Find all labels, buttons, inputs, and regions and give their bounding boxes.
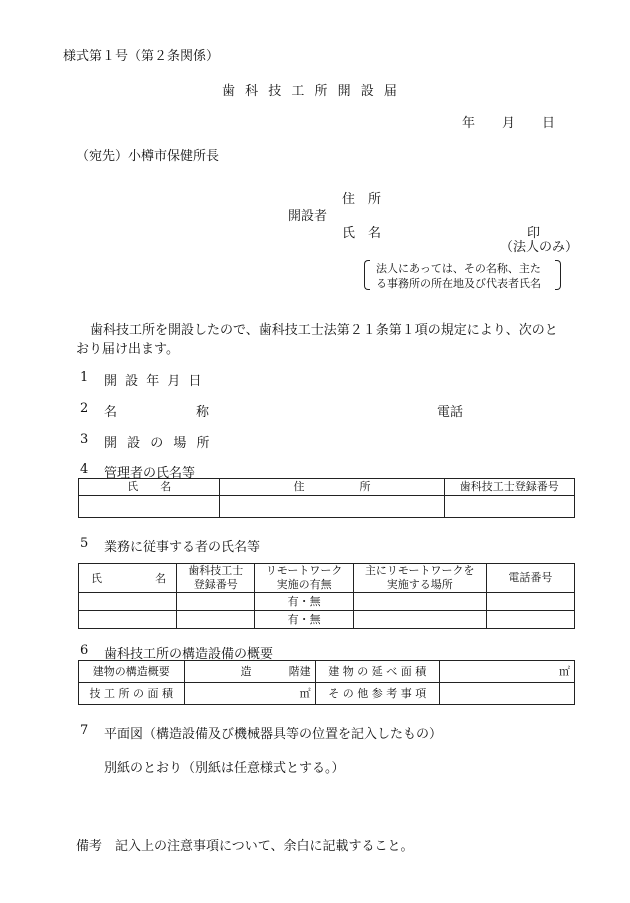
date-year: 年 bbox=[462, 116, 476, 131]
applicant-address-label: 住 所 bbox=[342, 192, 382, 207]
lab-area-label: 技 工 所 の 面 積 bbox=[79, 683, 185, 705]
staff-reg-cell[interactable] bbox=[177, 593, 255, 611]
item4-number: 4 bbox=[80, 462, 89, 477]
item2-number: 2 bbox=[80, 401, 89, 416]
remote-choice-cell[interactable]: 有・無 bbox=[255, 593, 353, 611]
header-remote bbox=[255, 564, 353, 593]
item2-label-b: 称 bbox=[196, 405, 210, 420]
applicant-name-label: 氏 名 bbox=[342, 226, 382, 241]
staff-name-cell[interactable] bbox=[79, 611, 177, 629]
floor-area-label: 建 物 の 延 べ 面 積 bbox=[315, 661, 439, 683]
seal-mark: 印 bbox=[527, 226, 541, 241]
structure-value-cell[interactable] bbox=[184, 661, 315, 683]
staff-phone-cell[interactable] bbox=[486, 611, 574, 629]
body-line1: 歯科技工所を開設したので、歯科技工士法第２１条第１項の規定により、次のと bbox=[90, 323, 558, 338]
bracket-right bbox=[555, 260, 561, 290]
item6-number: 6 bbox=[80, 643, 89, 658]
other-notes-label: そ の 他 参 考 事 項 bbox=[315, 683, 439, 705]
manager-address-cell[interactable] bbox=[220, 496, 444, 518]
item5-number: 5 bbox=[80, 536, 89, 551]
corp-note-line1: 法人にあっては、その名称、主た bbox=[376, 262, 541, 275]
table-row bbox=[79, 611, 575, 629]
header-place-line2: 実施する場所 bbox=[386, 578, 453, 591]
header-remote-place bbox=[353, 564, 486, 593]
item3-number: 3 bbox=[80, 432, 89, 447]
item7-sub: 別紙のとおり（別紙は任意様式とする。） bbox=[104, 761, 345, 776]
header-staff-name bbox=[79, 564, 177, 593]
item7-number: 7 bbox=[80, 723, 89, 738]
staff-phone-cell[interactable] bbox=[486, 593, 574, 611]
item2-phone: 電話 bbox=[437, 405, 464, 420]
header-address: 住 所 bbox=[220, 479, 444, 496]
structure-zo: 造 bbox=[240, 665, 252, 678]
manager-table bbox=[78, 478, 575, 518]
structure-label: 建物の構造概要 bbox=[79, 661, 185, 683]
remarks: 備考 記入上の注意事項について、余白に記載すること。 bbox=[76, 839, 414, 854]
header-remote-line1: リモートワーク bbox=[265, 564, 343, 578]
addressee: （宛先）小樽市保健所長 bbox=[76, 149, 220, 164]
item1-number: 1 bbox=[80, 370, 89, 385]
other-notes-cell[interactable] bbox=[439, 683, 574, 705]
item2-label-a: 名 bbox=[104, 405, 118, 420]
header-remote-line2: 実施の有無 bbox=[276, 578, 332, 591]
remote-place-cell[interactable] bbox=[353, 593, 486, 611]
item4-label: 管理者の氏名等 bbox=[104, 466, 196, 481]
staff-name-cell[interactable] bbox=[79, 593, 177, 611]
remote-choice-cell[interactable]: 有・無 bbox=[255, 611, 353, 629]
table-row bbox=[79, 593, 575, 611]
header-place-line1: 主にリモートワークを bbox=[364, 564, 475, 578]
header-staff-name-a: 氏 bbox=[91, 572, 102, 585]
document-title: 歯 科 技 工 所 開 設 届 bbox=[222, 84, 400, 99]
lab-area-cell[interactable]: ㎡ bbox=[184, 683, 315, 705]
item7-label: 平面図（構造設備及び機械器具等の位置を記入したもの） bbox=[104, 727, 443, 742]
applicant-label: 開設者 bbox=[288, 209, 328, 224]
form-number: 様式第１号（第２条関係） bbox=[63, 49, 220, 64]
corp-only-note: （法人のみ） bbox=[500, 240, 579, 255]
header-staff-registration bbox=[177, 564, 255, 593]
bracket-left bbox=[364, 260, 370, 290]
item3-label: 開 設 の 場 所 bbox=[104, 436, 213, 451]
manager-name-cell[interactable] bbox=[79, 496, 220, 518]
remote-place-cell[interactable] bbox=[353, 611, 486, 629]
header-staff-name-b: 名 bbox=[155, 572, 167, 585]
structure-kai: 階建 bbox=[288, 665, 311, 678]
staff-table bbox=[78, 563, 575, 629]
corp-note-line2: る事務所の所在地及び代表者氏名 bbox=[376, 277, 541, 290]
structure-table bbox=[78, 660, 575, 705]
date-day: 日 bbox=[542, 116, 556, 131]
date-month: 月 bbox=[502, 116, 516, 131]
manager-registration-cell[interactable] bbox=[444, 496, 574, 518]
item1-label: 開 設 年 月 日 bbox=[104, 374, 204, 389]
header-registration: 歯科技工士登録番号 bbox=[444, 479, 574, 496]
body-line2: おり届け出ます。 bbox=[76, 342, 179, 357]
staff-reg-cell[interactable] bbox=[177, 611, 255, 629]
header-staff-phone: 電話番号 bbox=[486, 564, 574, 593]
item5-label: 業務に従事する者の氏名等 bbox=[104, 540, 261, 555]
header-reg-line2: 登録番号 bbox=[193, 578, 238, 591]
floor-area-cell[interactable]: ㎡ bbox=[439, 661, 574, 683]
item6-label: 歯科技工所の構造設備の概要 bbox=[104, 647, 274, 662]
header-reg-line1: 歯科技工士 bbox=[188, 564, 244, 578]
header-name: 氏 名 bbox=[79, 479, 220, 496]
